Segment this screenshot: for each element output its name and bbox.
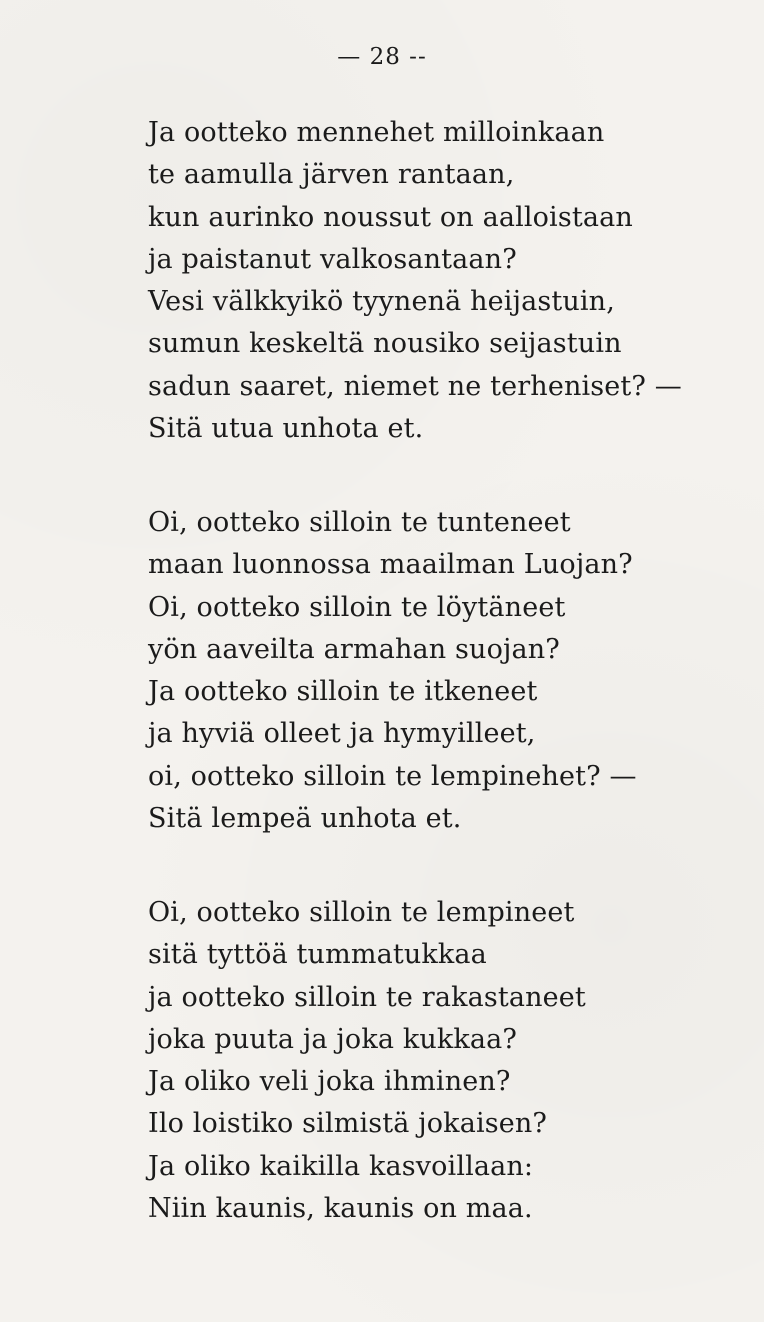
- poem-line: ja paistanut valkosantaan?: [148, 243, 517, 275]
- poem-line: Sitä lempeä unhota et.: [148, 803, 462, 835]
- stanza-3: [148, 892, 688, 1230]
- poem-line: te aamulla järven rantaan,: [148, 159, 515, 191]
- poem-line: yön aaveilta armahan suojan?: [148, 633, 560, 665]
- poem-line: Oi, ootteko silloin te lempineet: [148, 897, 575, 928]
- poem-line: Vesi välkkyikö tyynenä heijastuin,: [148, 286, 615, 318]
- poem-line: sadun saaret, niemet ne terheniset? —: [148, 370, 682, 402]
- poem-line: kun aurinko noussut on aalloistaan: [148, 201, 633, 233]
- poem-line: Ja ootteko silloin te itkeneet: [148, 676, 538, 708]
- poem-line: maan luonnossa maailman Luojan?: [148, 549, 633, 581]
- poem-line: Oi, ootteko silloin te löytäneet: [148, 591, 566, 623]
- poem-line: oi, ootteko silloin te lempinehet? —: [148, 760, 637, 792]
- poem-line: ja ootteko silloin te rakastaneet: [148, 981, 586, 1013]
- poem-line: Oi, ootteko silloin te tunteneet: [148, 507, 571, 538]
- poem-line: Niin kaunis, kaunis on maa.: [148, 1193, 533, 1225]
- poem-line: Ilo loistiko silmistä jokaisen?: [148, 1108, 548, 1140]
- poem-line: Ja oliko kaikilla kasvoillaan:: [148, 1150, 534, 1182]
- stanza-1: [148, 112, 688, 450]
- poem-line: Ja ootteko mennehet milloinkaan: [148, 117, 605, 148]
- poem-line: joka puuta ja joka kukkaa?: [148, 1023, 518, 1055]
- poem-line: Sitä utua unhota et.: [148, 413, 424, 445]
- poem-line: sumun keskeltä nousiko seijastuin: [148, 328, 622, 360]
- stanza-2: [148, 502, 688, 840]
- page-number: — 28 --: [337, 44, 427, 70]
- poem-line: Ja oliko veli joka ihminen?: [148, 1066, 511, 1098]
- poem-line: ja hyviä olleet ja hymyilleet,: [148, 718, 536, 750]
- poem-line: sitä tyttöä tummatukkaa: [148, 939, 487, 971]
